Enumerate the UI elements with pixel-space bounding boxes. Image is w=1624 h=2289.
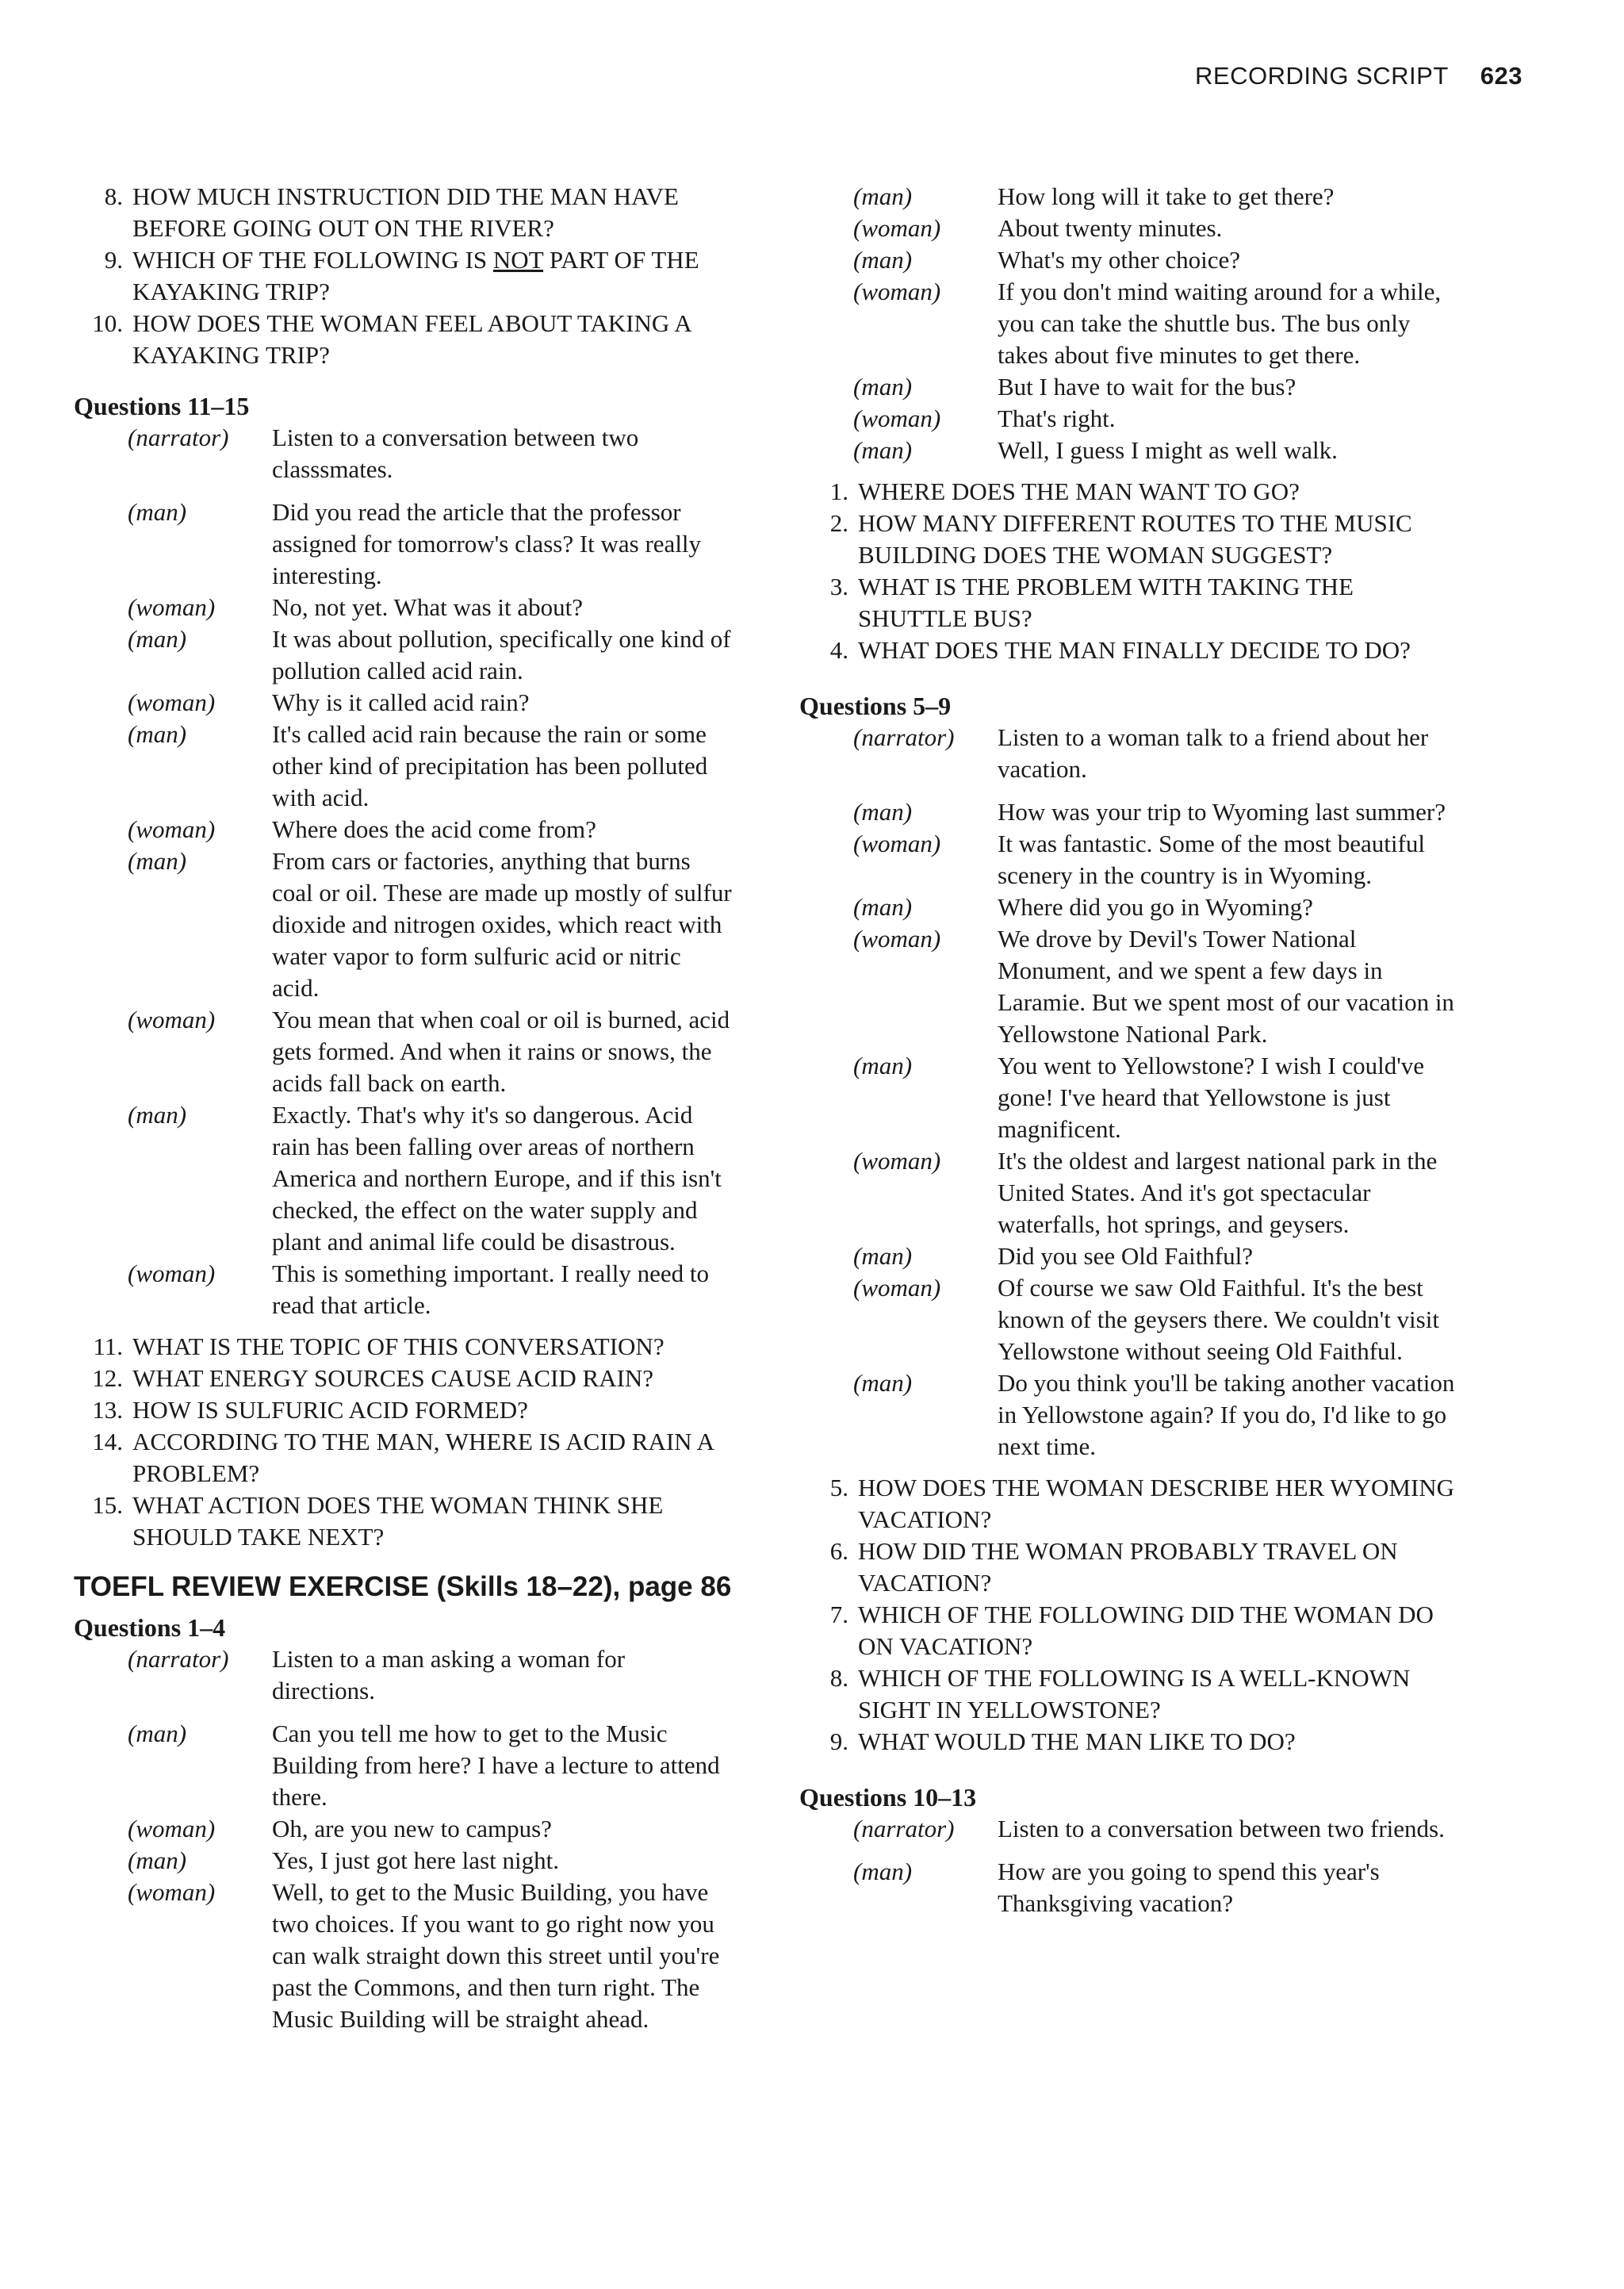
dialogue-line: From cars or factories, anything that burns coal or oil. These are made up mostly of sulfur dioxide and nitrogen oxides, which react with water vapor to form sulfuric acid or nitric acid. <box>272 847 732 1002</box>
speaker-label: (man) <box>853 373 913 401</box>
speaker-label: (man) <box>128 720 187 748</box>
question-text: HOW IS SULFURIC ACID FORMED? <box>132 1396 528 1424</box>
question-item <box>799 1726 1457 1758</box>
speaker-label: (man) <box>853 1858 913 1885</box>
speaker-label: (woman) <box>128 1815 216 1842</box>
dialogue-turn <box>74 845 732 1004</box>
conversation <box>74 1643 732 2035</box>
dialogue-turn <box>799 891 1457 923</box>
speaker-label: (woman) <box>853 278 941 305</box>
dialogue-turn <box>74 1845 732 1877</box>
dialogue-line: But I have to wait for the bus? <box>998 373 1297 401</box>
dialogue-line: You mean that when coal or oil is burned, acid gets formed. And when it rains or snows, the acids fall back on earth. <box>272 1006 730 1097</box>
question-list <box>74 1331 732 1553</box>
dialogue-line: It's called acid rain because the rain or some other kind of precipitation has been polluted with acid. <box>272 720 708 811</box>
speaker-label: (man) <box>853 1369 913 1397</box>
section-heading: Questions 5–9 <box>799 692 952 720</box>
dialogue-turn <box>74 719 732 814</box>
question-number: 14. <box>92 1428 123 1455</box>
question-text: WHAT ACTION DOES THE WOMAN THINK SHE SHOULD TAKE NEXT? <box>132 1491 664 1551</box>
question-text: WHAT ENERGY SOURCES CAUSE ACID RAIN? <box>132 1364 654 1392</box>
question-item <box>74 1490 732 1553</box>
question-text: WHICH OF THE FOLLOWING IS A WELL-KNOWN SIGHT IN YELLOWSTONE? <box>858 1664 1411 1723</box>
question-item: 8. HOW MUCH INSTRUCTION DID THE MAN HAVE BEFORE GOING OUT ON THE RIVER? <box>104 182 679 242</box>
speaker-label: (woman) <box>128 1006 216 1033</box>
question-item <box>799 1472 1457 1536</box>
dialogue-turn <box>74 814 732 845</box>
dialogue-line: Oh, are you new to campus? <box>272 1815 552 1842</box>
question-item <box>799 1662 1457 1726</box>
speaker-label: (man) <box>128 847 187 875</box>
question-text: HOW DID THE WOMAN PROBABLY TRAVEL ON VACATION? <box>858 1537 1398 1597</box>
question-item <box>799 508 1457 571</box>
question-number: 6. <box>829 1537 848 1565</box>
dialogue-line: Do you think you'll be taking another vacation in Yellowstone again? If you do, I'd like to go next time. <box>998 1369 1455 1460</box>
speaker-label: (man) <box>853 1242 913 1270</box>
conversation <box>799 181 1457 466</box>
question-text: ACCORDING TO THE MAN, WHERE IS ACID RAIN A PROBLEM? <box>132 1428 714 1487</box>
dialogue-turn <box>74 422 732 485</box>
speaker-label: (woman) <box>128 1878 216 1906</box>
question-number: 1. <box>829 477 848 505</box>
dialogue-line: Listen to a conversation between two classsmates. <box>272 424 639 483</box>
question-list <box>799 476 1457 666</box>
speaker-label: (woman) <box>853 214 941 242</box>
question-number: 7. <box>829 1601 848 1628</box>
section-heading: Questions 10–13 <box>799 1783 977 1812</box>
speaker-label: (narrator) <box>853 1815 955 1842</box>
dialogue-turn <box>799 213 1457 244</box>
question-item <box>74 1426 732 1490</box>
speaker-label: (woman) <box>853 1147 941 1175</box>
question-item <box>799 571 1457 635</box>
dialogue-line: How are you going to spend this year's Thanksgiving vacation? <box>998 1858 1380 1917</box>
dialogue-turn <box>799 276 1457 371</box>
dialogue-line: Listen to a woman talk to a friend about her vacation. <box>998 723 1429 783</box>
dialogue-line: That's right. <box>998 405 1116 432</box>
dialogue-turn <box>74 623 732 687</box>
dialogue-turn <box>799 1856 1457 1919</box>
dialogue-line: Why is it called acid rain? <box>272 688 530 716</box>
dialogue-turn <box>799 722 1457 785</box>
question-text: WHERE DOES THE MAN WANT TO GO? <box>858 477 1300 505</box>
speaker-label: (narrator) <box>128 424 229 451</box>
dialogue-turn <box>799 1145 1457 1240</box>
dialogue-turn <box>799 1050 1457 1145</box>
review-exercise-title: TOEFL REVIEW EXERCISE (Skills 18–22), page 86 <box>74 1571 732 1602</box>
question-number: 12. <box>92 1364 123 1392</box>
conversation <box>799 1813 1457 1919</box>
question-item: 9. WHICH OF THE FOLLOWING IS NOT PART OF THE KAYAKING TRIP? <box>104 246 699 305</box>
dialogue-line: Well, I guess I might as well walk. <box>998 436 1338 464</box>
speaker-label: (woman) <box>853 405 941 432</box>
question-item <box>74 1394 732 1426</box>
dialogue-line: We drove by Devil's Tower National Monument, and we spent a few days in Laramie. But we spent most of our vacation in Yellowstone National Park. <box>998 925 1454 1048</box>
dialogue-line: It was fantastic. Some of the most beautiful scenery in the country is in Wyoming. <box>998 830 1425 889</box>
dialogue-line: No, not yet. What was it about? <box>272 593 584 621</box>
dialogue-turn <box>799 435 1457 466</box>
speaker-label: (man) <box>853 246 913 274</box>
dialogue-turn <box>74 687 732 719</box>
dialogue-line: How long will it take to get there? <box>998 182 1335 210</box>
question-number: 13. <box>92 1396 123 1424</box>
dialogue-turn <box>74 592 732 623</box>
dialogue-line: Listen to a conversation between two friends. <box>998 1815 1445 1842</box>
dialogue-line: It was about pollution, specifically one kind of pollution called acid rain. <box>272 625 731 684</box>
dialogue-turn <box>799 796 1457 828</box>
question-number: 2. <box>829 509 848 537</box>
question-text: WHICH OF THE FOLLOWING DID THE WOMAN DO ON VACATION? <box>858 1601 1434 1660</box>
dialogue-line: If you don't mind waiting around for a while, you can take the shuttle bus. The bus only takes about five minutes to get there. <box>998 278 1442 369</box>
speaker-label: (man) <box>128 1846 187 1874</box>
dialogue-turn <box>74 1004 732 1099</box>
dialogue-line: How was your trip to Wyoming last summer? <box>998 798 1446 826</box>
speaker-label: (woman) <box>128 593 216 621</box>
right-column <box>799 181 1457 1919</box>
conversation <box>74 422 732 1321</box>
dialogue-turn <box>74 1813 732 1845</box>
page-number: 623 <box>1480 62 1522 90</box>
running-title: RECORDING SCRIPT <box>1195 62 1449 90</box>
question-item <box>74 1363 732 1394</box>
question-item <box>74 1331 732 1363</box>
speaker-label: (narrator) <box>128 1645 229 1673</box>
dialogue-line: What's my other choice? <box>998 246 1240 274</box>
section-heading: Questions 1–4 <box>74 1613 226 1642</box>
dialogue-turn <box>799 1240 1457 1272</box>
speaker-label: (man) <box>853 1052 913 1079</box>
dialogue-turn <box>74 1718 732 1813</box>
dialogue-turn <box>799 244 1457 276</box>
question-number: 9. <box>829 1727 848 1755</box>
speaker-label: (man) <box>128 1101 187 1129</box>
dialogue-turn <box>799 1813 1457 1845</box>
speaker-label: (man) <box>853 798 913 826</box>
speaker-label: (woman) <box>853 925 941 953</box>
underlined-emphasis: NOT <box>492 246 544 274</box>
question-text: WHAT IS THE TOPIC OF THIS CONVERSATION? <box>132 1332 665 1360</box>
speaker-label: (man) <box>853 436 913 464</box>
conversation <box>799 722 1457 1463</box>
question-item <box>799 1536 1457 1599</box>
running-header <box>1174 62 1522 90</box>
question-text: HOW DOES THE WOMAN DESCRIBE HER WYOMING VACATION? <box>858 1474 1455 1533</box>
question-number: 4. <box>829 636 848 664</box>
speaker-label: (woman) <box>128 1260 216 1287</box>
dialogue-turn <box>74 497 732 592</box>
question-item <box>799 476 1457 508</box>
speaker-label: (man) <box>128 498 187 526</box>
dialogue-line: Exactly. That's why it's so dangerous. Acid rain has been falling over areas of northern America and northern Europe, and if this isn't checked, the effect on the water supply and plant and animal life could be disastrous. <box>272 1101 722 1256</box>
dialogue-line: Did you see Old Faithful? <box>998 1242 1254 1270</box>
dialogue-turn <box>74 1258 732 1321</box>
dialogue-turn <box>74 1099 732 1258</box>
question-text: WHAT WOULD THE MAN LIKE TO DO? <box>858 1727 1296 1755</box>
dialogue-line: Where does the acid come from? <box>272 815 596 843</box>
question-text: WHAT IS THE PROBLEM WITH TAKING THE SHUTTLE BUS? <box>858 573 1354 632</box>
speaker-label: (man) <box>128 625 187 653</box>
question-number: 5. <box>829 1474 848 1501</box>
question-list <box>799 1472 1457 1758</box>
question-number: 8. <box>829 1664 848 1692</box>
dialogue-line: Of course we saw Old Faithful. It's the best known of the geysers there. We couldn't visit Yellowstone without seeing Old Faithful. <box>998 1274 1439 1365</box>
speaker-label: (woman) <box>853 830 941 857</box>
dialogue-turn <box>799 923 1457 1050</box>
dialogue-turn <box>799 828 1457 891</box>
section-heading: Questions 11–15 <box>74 392 250 420</box>
dialogue-turn <box>799 1367 1457 1463</box>
question-number: 15. <box>92 1491 123 1519</box>
dialogue-line: Can you tell me how to get to the Music Building from here? I have a lecture to attend there. <box>272 1720 720 1811</box>
dialogue-line: This is something important. I really need to read that article. <box>272 1260 710 1319</box>
dialogue-line: It's the oldest and largest national park in the United States. And it's got spectacular waterfalls, hot springs, and geysers. <box>998 1147 1438 1238</box>
speaker-label: (narrator) <box>853 723 955 751</box>
speaker-label: (man) <box>128 1720 187 1747</box>
speaker-label: (man) <box>853 182 913 210</box>
dialogue-turn <box>799 371 1457 403</box>
speaker-label: (woman) <box>128 815 216 843</box>
dialogue-turn <box>74 1643 732 1707</box>
speaker-label: (woman) <box>853 1274 941 1302</box>
question-number: 3. <box>829 573 848 600</box>
question-number: 11. <box>93 1332 123 1360</box>
speaker-label: (man) <box>853 893 913 921</box>
dialogue-turn <box>74 1877 732 2035</box>
dialogue-turn <box>799 181 1457 213</box>
question-text: HOW MANY DIFFERENT ROUTES TO THE MUSIC BUILDING DOES THE WOMAN SUGGEST? <box>858 509 1412 569</box>
dialogue-line: You went to Yellowstone? I wish I could've gone! I've heard that Yellowstone is just magnificent. <box>998 1052 1425 1143</box>
dialogue-turn <box>799 1272 1457 1367</box>
question-item <box>799 635 1457 666</box>
dialogue-line: Yes, I just got here last night. <box>272 1846 559 1874</box>
speaker-label: (woman) <box>128 688 216 716</box>
dialogue-line: About twenty minutes. <box>998 214 1223 242</box>
question-text: WHAT DOES THE MAN FINALLY DECIDE TO DO? <box>858 636 1411 664</box>
dialogue-line: Did you read the article that the professor assigned for tomorrow's class? It was really interesting. <box>272 498 702 589</box>
dialogue-line: Where did you go in Wyoming? <box>998 893 1313 921</box>
dialogue-line: Well, to get to the Music Building, you have two choices. If you want to go right now you can walk straight down this street until you're past the Commons, and then turn right. The Music Building will be straight ahead. <box>272 1878 720 2033</box>
left-column <box>74 181 732 2035</box>
question-item <box>799 1599 1457 1662</box>
question-item: 10. HOW DOES THE WOMAN FEEL ABOUT TAKING A KAYAKING TRIP? <box>92 309 691 369</box>
dialogue-line: Listen to a man asking a woman for directions. <box>272 1645 626 1704</box>
dialogue-turn <box>799 403 1457 435</box>
